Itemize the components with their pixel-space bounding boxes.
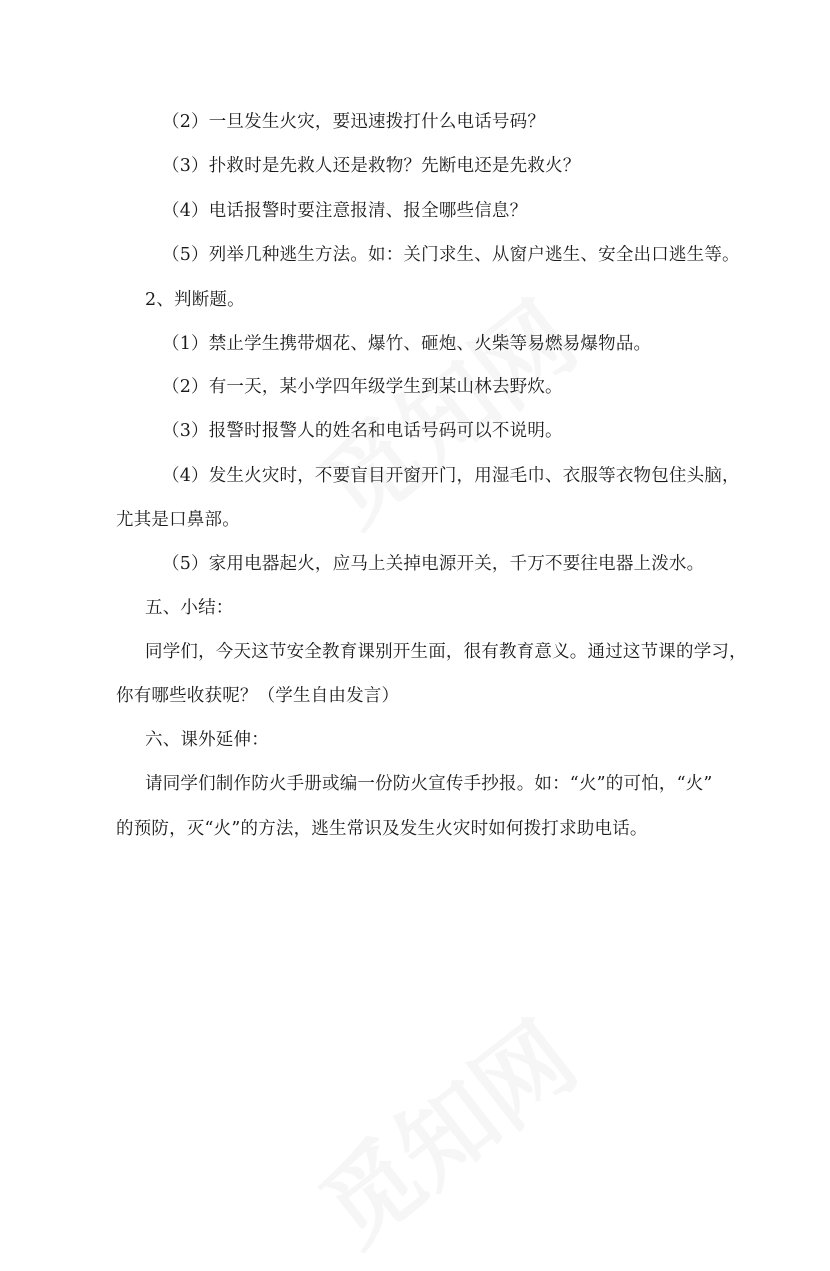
watermark-top (288, 266, 599, 551)
judgment-line-4-continued: 尤其是口鼻部。 (116, 510, 240, 530)
watermark-bottom (288, 986, 599, 1271)
question-line-4: （4）电话报警时要注意报清、报全哪些信息？ (162, 201, 528, 221)
section-heading-summary: 五、小结： (145, 598, 234, 618)
question-line-5: （5）列举几种逃生方法。如：关门求生、从窗户逃生、安全出口逃生等。 (162, 245, 740, 265)
judgment-line-5: （5）家用电器起火，应马上关掉电源开关，千万不要往电器上泼水。 (162, 554, 705, 574)
judgment-line-4: （4）发生火灾时，不要盲目开窗开门，用湿毛巾、衣服等衣物包住头脑， (162, 466, 740, 486)
question-line-3: （3）扑救时是先救人还是救物？先断电还是先救火？ (162, 156, 581, 176)
question-line-2: （2）一旦发生火灾，要迅速拨打什么电话号码？ (162, 112, 546, 132)
judgment-line-3: （3）报警时报警人的姓名和电话号码可以不说明。 (162, 421, 563, 441)
extension-paragraph-line-1: 请同学们制作防火手册或编一份防火宣传手抄报。如：“火”的可怕，“火” (145, 774, 713, 794)
judgment-line-1: （1）禁止学生携带烟花、爆竹、砸炮、火柴等易燃易爆物品。 (162, 334, 652, 354)
summary-paragraph-line-2: 你有哪些收获呢？（学生自由发言） (116, 686, 400, 706)
extension-paragraph-line-2: 的预防，灭“火”的方法，逃生常识及发生火灾时如何拨打求助电话。 (116, 819, 648, 839)
section-heading-extension: 六、课外延伸： (145, 730, 269, 750)
judgment-line-2: （2）有一天，某小学四年级学生到某山林去野炊。 (162, 377, 563, 397)
section-heading-judgment: 2、判断题。 (145, 290, 245, 310)
summary-paragraph-line-1: 同学们，今天这节安全教育课别开生面，很有教育意义。通过这节课的学习， (145, 642, 747, 662)
